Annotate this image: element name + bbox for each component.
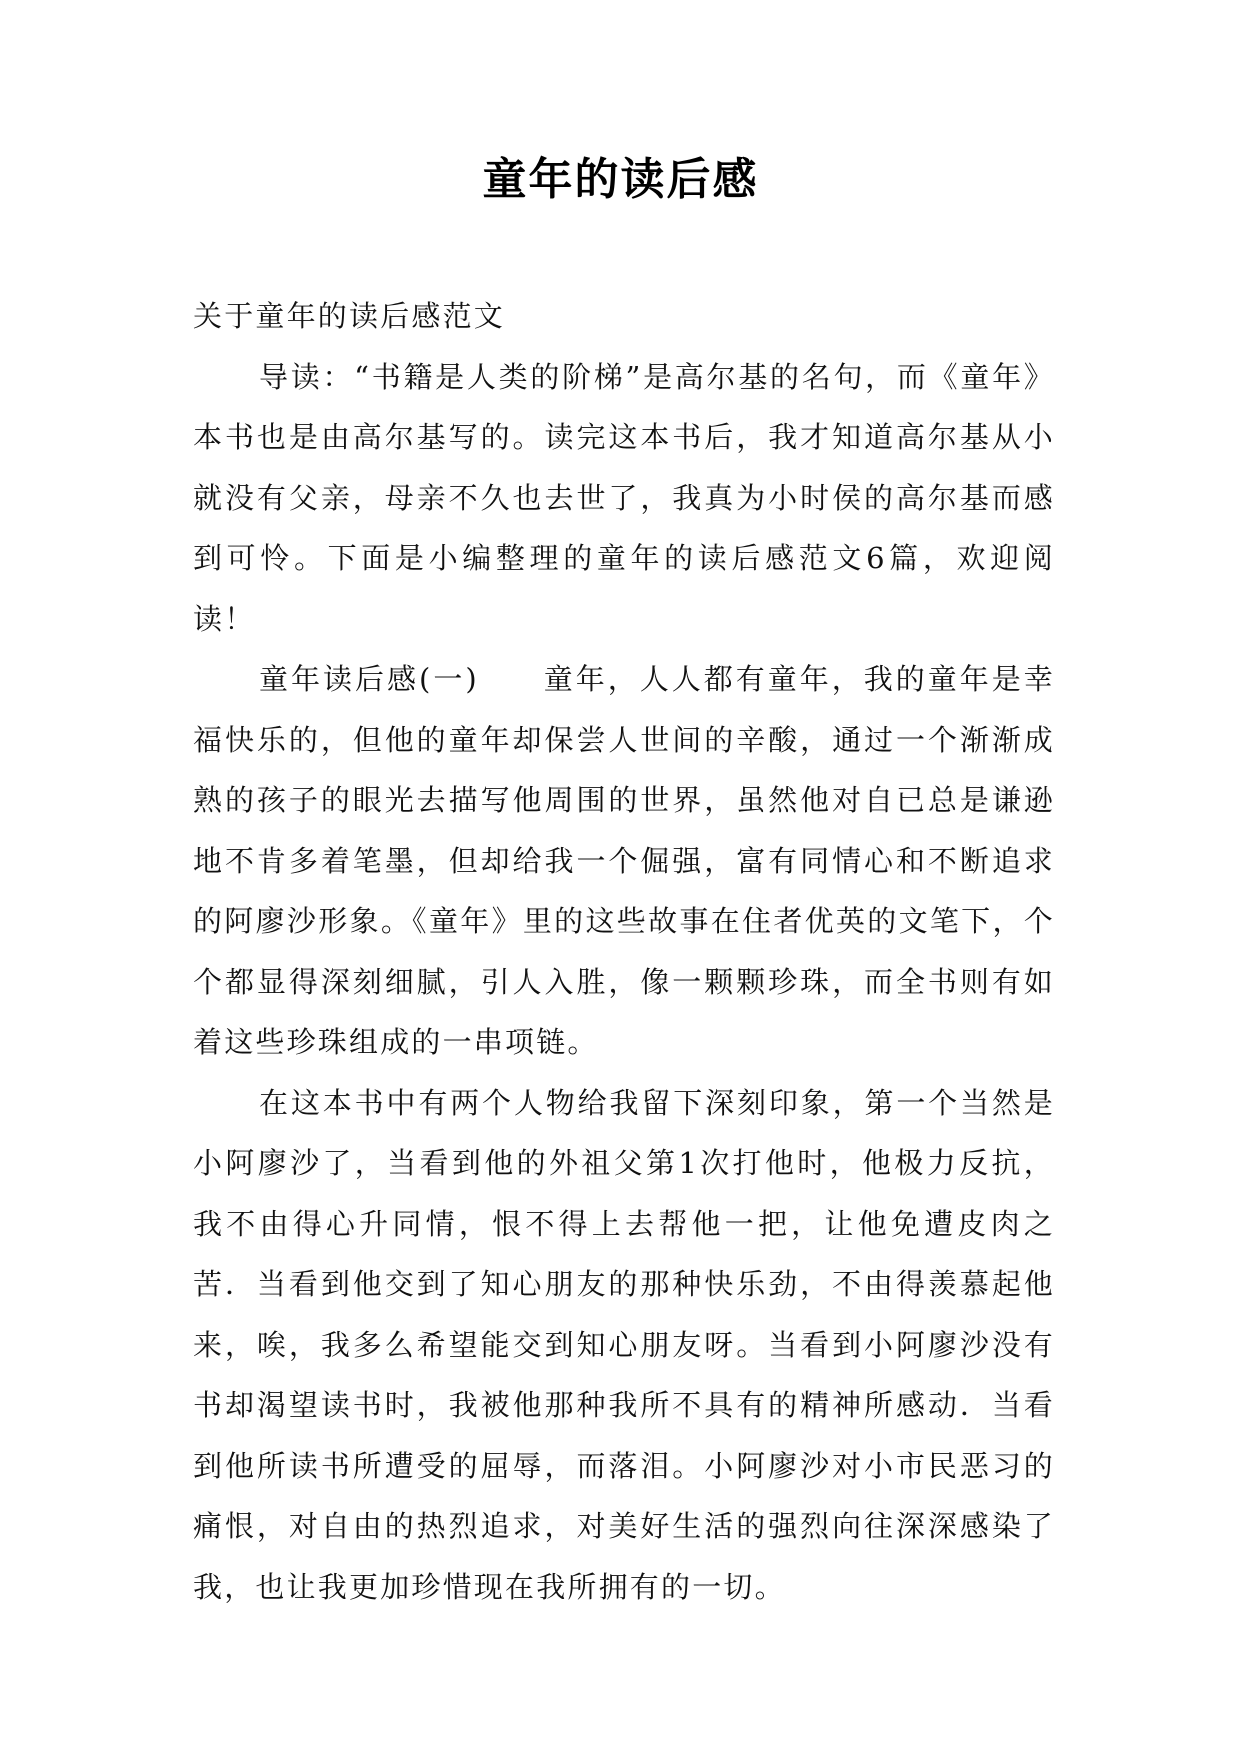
document-title: 童年的读后感 — [482, 154, 759, 205]
paragraph-review-one: 童年读后感(一) 童年，人人都有童年，我的童年是幸福快乐的，但他的童年却保尝人世间的辛酸，通过一个渐渐成熟的孩子的眼光去描写他周围的世界，虽然他对自已总是谦逊地不肯多着笔墨，但却给我一个倔强，富有同情心和不断追求的阿廖沙形象。《童年》里的这些故事在住者优英的文笔下，个个都显得深刻细腻，引人入胜，像一颗颗珍珠，而全书则有如着这些珍珠组成的一串项链。 — [193, 662, 1055, 1059]
document-subtitle: 关于童年的读后感范文 — [193, 299, 506, 333]
document-body — [193, 286, 1055, 1617]
paragraph-characters: 在这本书中有两个人物给我留下深刻印象，第一个当然是小阿廖沙了，当看到他的外祖父第1次打他时，他极力反抗，我不由得心升同情，恨不得上去帮他一把，让他免遭皮肉之苦．当看到他交到了知心朋友的那种快乐劲，不由得羡慕起他来，唉，我多么希望能交到知心朋友呀。当看到小阿廖沙没有书却渴望读书时，我被他那种我所不具有的精神所感动．当看到他所读书所遭受的屈辱，而落泪。小阿廖沙对小市民恶习的痛恨，对自由的热烈追求，对美好生活的强烈向往深深感染了我，也让我更加珍惜现在我所拥有的一切。 — [193, 1085, 1055, 1604]
paragraph-intro: 导读：“书籍是人类的阶梯”是高尔基的名句，而《童年》本书也是由高尔基写的。读完这本书后，我才知道高尔基从小就没有父亲，母亲不久也去世了，我真为小时侯的高尔基而感到可怜。下面是小编整理的童年的读后感范文6篇，欢迎阅读！ — [193, 359, 1055, 636]
